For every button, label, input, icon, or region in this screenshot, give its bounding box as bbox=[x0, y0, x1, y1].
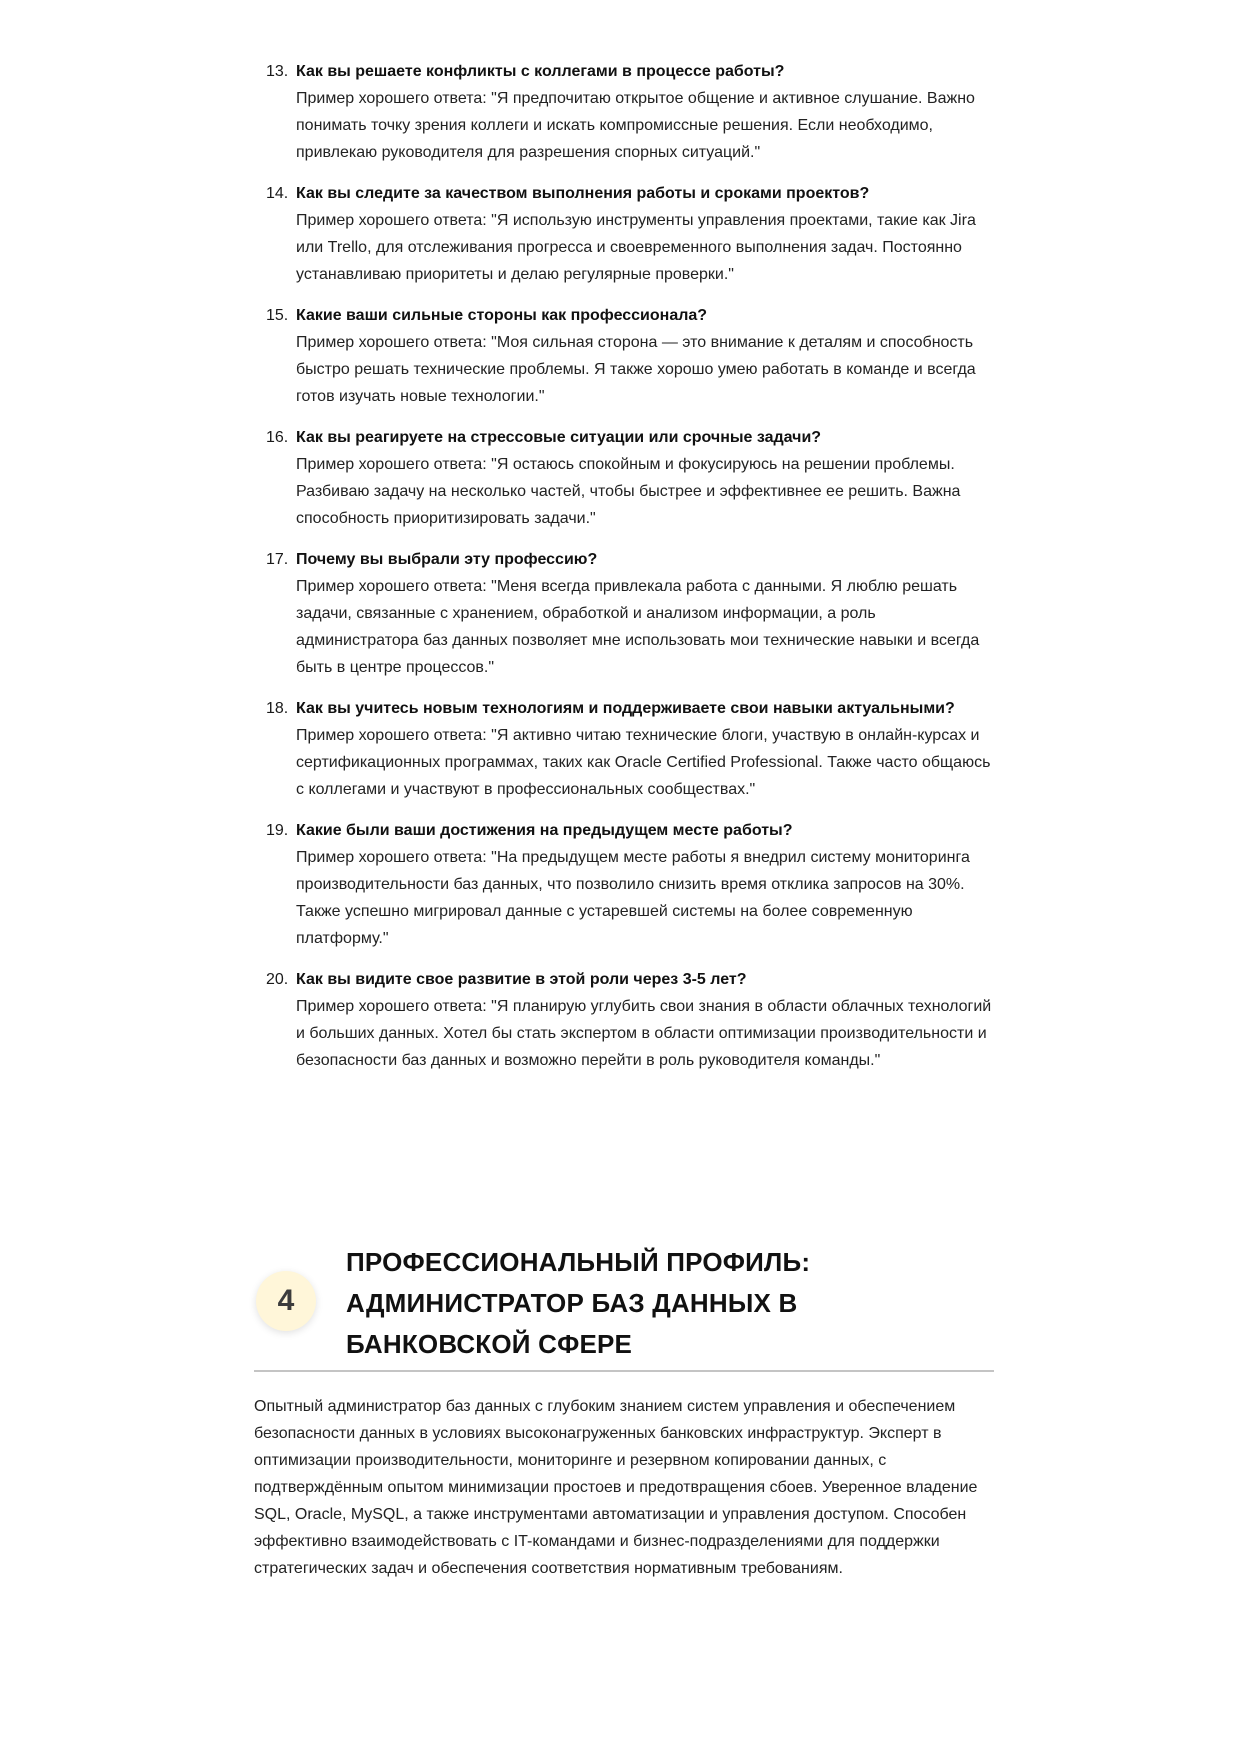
question-item bbox=[268, 424, 998, 532]
profile-paragraph: Опытный администратор баз данных с глубоким знанием систем управления и обеспечением безопасности данных в условиях высоконагруженных банковских инфраструктур. Эксперт в оптимизации производительности, мониторинге и резервном копировании данных, с подтверждённым опытом минимизации простоев и предотвращения сбоев. Уверенное владение SQL, Oracle, MySQL, а также инструментами автоматизации и управления доступом. Способен эффективно взаимодействовать с IT-командами и бизнес-подразделениями для поддержки стратегических задач и обеспечения соответствия нормативным требованиям. bbox=[254, 1398, 978, 1577]
question-number: 14. bbox=[266, 185, 289, 202]
question-text: Как вы реагируете на стрессовые ситуации или срочные задачи? bbox=[296, 429, 822, 446]
answer-text: Пример хорошего ответа: "Я остаюсь спокойным и фокусируюсь на решении проблемы. Разбиваю задачу на несколько частей, чтобы быстрее и эффективнее ее решить. Важна способность приоритизировать задачи." bbox=[296, 456, 961, 527]
section-number-badge: 4 bbox=[256, 1271, 316, 1331]
question-number: 17. bbox=[266, 551, 289, 568]
question-item bbox=[268, 302, 998, 410]
question-number: 15. bbox=[266, 307, 289, 324]
question-text: Как вы учитесь новым технологиям и поддерживаете свои навыки актуальными? bbox=[296, 700, 955, 717]
answer-text: Пример хорошего ответа: "Я использую инструменты управления проектами, такие как Jira или Trello, для отслеживания прогресса и своевременного выполнения задач. Постоянно устанавливаю приоритеты и делаю регулярные проверки." bbox=[296, 212, 976, 283]
question-number: 18. bbox=[266, 700, 289, 717]
question-text: Какие ваши сильные стороны как профессионала? bbox=[296, 307, 708, 324]
question-text: Как вы решаете конфликты с коллегами в процессе работы? bbox=[296, 63, 785, 80]
interview-questions-list bbox=[268, 58, 998, 1088]
question-item bbox=[268, 695, 998, 803]
question-text: Как вы следите за качеством выполнения работы и сроками проектов? bbox=[296, 185, 870, 202]
question-number: 13. bbox=[266, 63, 289, 80]
section-header bbox=[254, 1238, 994, 1372]
question-text: Почему вы выбрали эту профессию? bbox=[296, 551, 598, 568]
answer-text: Пример хорошего ответа: "Меня всегда привлекала работа с данными. Я люблю решать задачи, связанные с хранением, обработкой и анализом информации, а роль администратора баз данных позволяет мне использовать мои технические навыки и всегда быть в центре процессов." bbox=[296, 578, 980, 676]
question-text: Как вы видите свое развитие в этой роли через 3-5 лет? bbox=[296, 971, 747, 988]
question-number: 16. bbox=[266, 429, 289, 446]
question-text: Какие были ваши достижения на предыдущем месте работы? bbox=[296, 822, 793, 839]
answer-text: Пример хорошего ответа: "Я активно читаю технические блоги, участвую в онлайн-курсах и сертификационных программах, таких как Oracle Certified Professional. Также часто общаюсь с коллегами и участвуют в профессиональных сообществах." bbox=[296, 727, 991, 798]
answer-text: Пример хорошего ответа: "На предыдущем месте работы я внедрил систему мониторинга производительности баз данных, что позволило снизить время отклика запросов на 30%. Также успешно мигрировал данные с устаревшей системы на более современную платформу." bbox=[296, 849, 970, 947]
question-number: 19. bbox=[266, 822, 289, 839]
answer-text: Пример хорошего ответа: "Я планирую углубить свои знания в области облачных технологий и больших данных. Хотел бы стать экспертом в области оптимизации производительности и безопасности баз данных и возможно перейти в роль руководителя команды." bbox=[296, 998, 992, 1069]
answer-text: Пример хорошего ответа: "Моя сильная сторона — это внимание к деталям и способность быстро решать технические проблемы. Я также хорошо умею работать в команде и всегда готов изучать новые технологии." bbox=[296, 334, 976, 405]
question-item bbox=[268, 966, 998, 1074]
question-number: 20. bbox=[266, 971, 289, 988]
section-title: ПРОФЕССИОНАЛЬНЫЙ ПРОФИЛЬ: АДМИНИСТРАТОР БАЗ ДАННЫХ В БАНКОВСКОЙ СФЕРЕ bbox=[346, 1247, 811, 1359]
answer-text: Пример хорошего ответа: "Я предпочитаю открытое общение и активное слушание. Важно понимать точку зрения коллеги и искать компромиссные решения. Если необходимо, привлекаю руководителя для разрешения спорных ситуаций." bbox=[296, 90, 975, 161]
question-item bbox=[268, 817, 998, 952]
question-item bbox=[268, 180, 998, 288]
question-item bbox=[268, 58, 998, 166]
question-item bbox=[268, 546, 998, 681]
